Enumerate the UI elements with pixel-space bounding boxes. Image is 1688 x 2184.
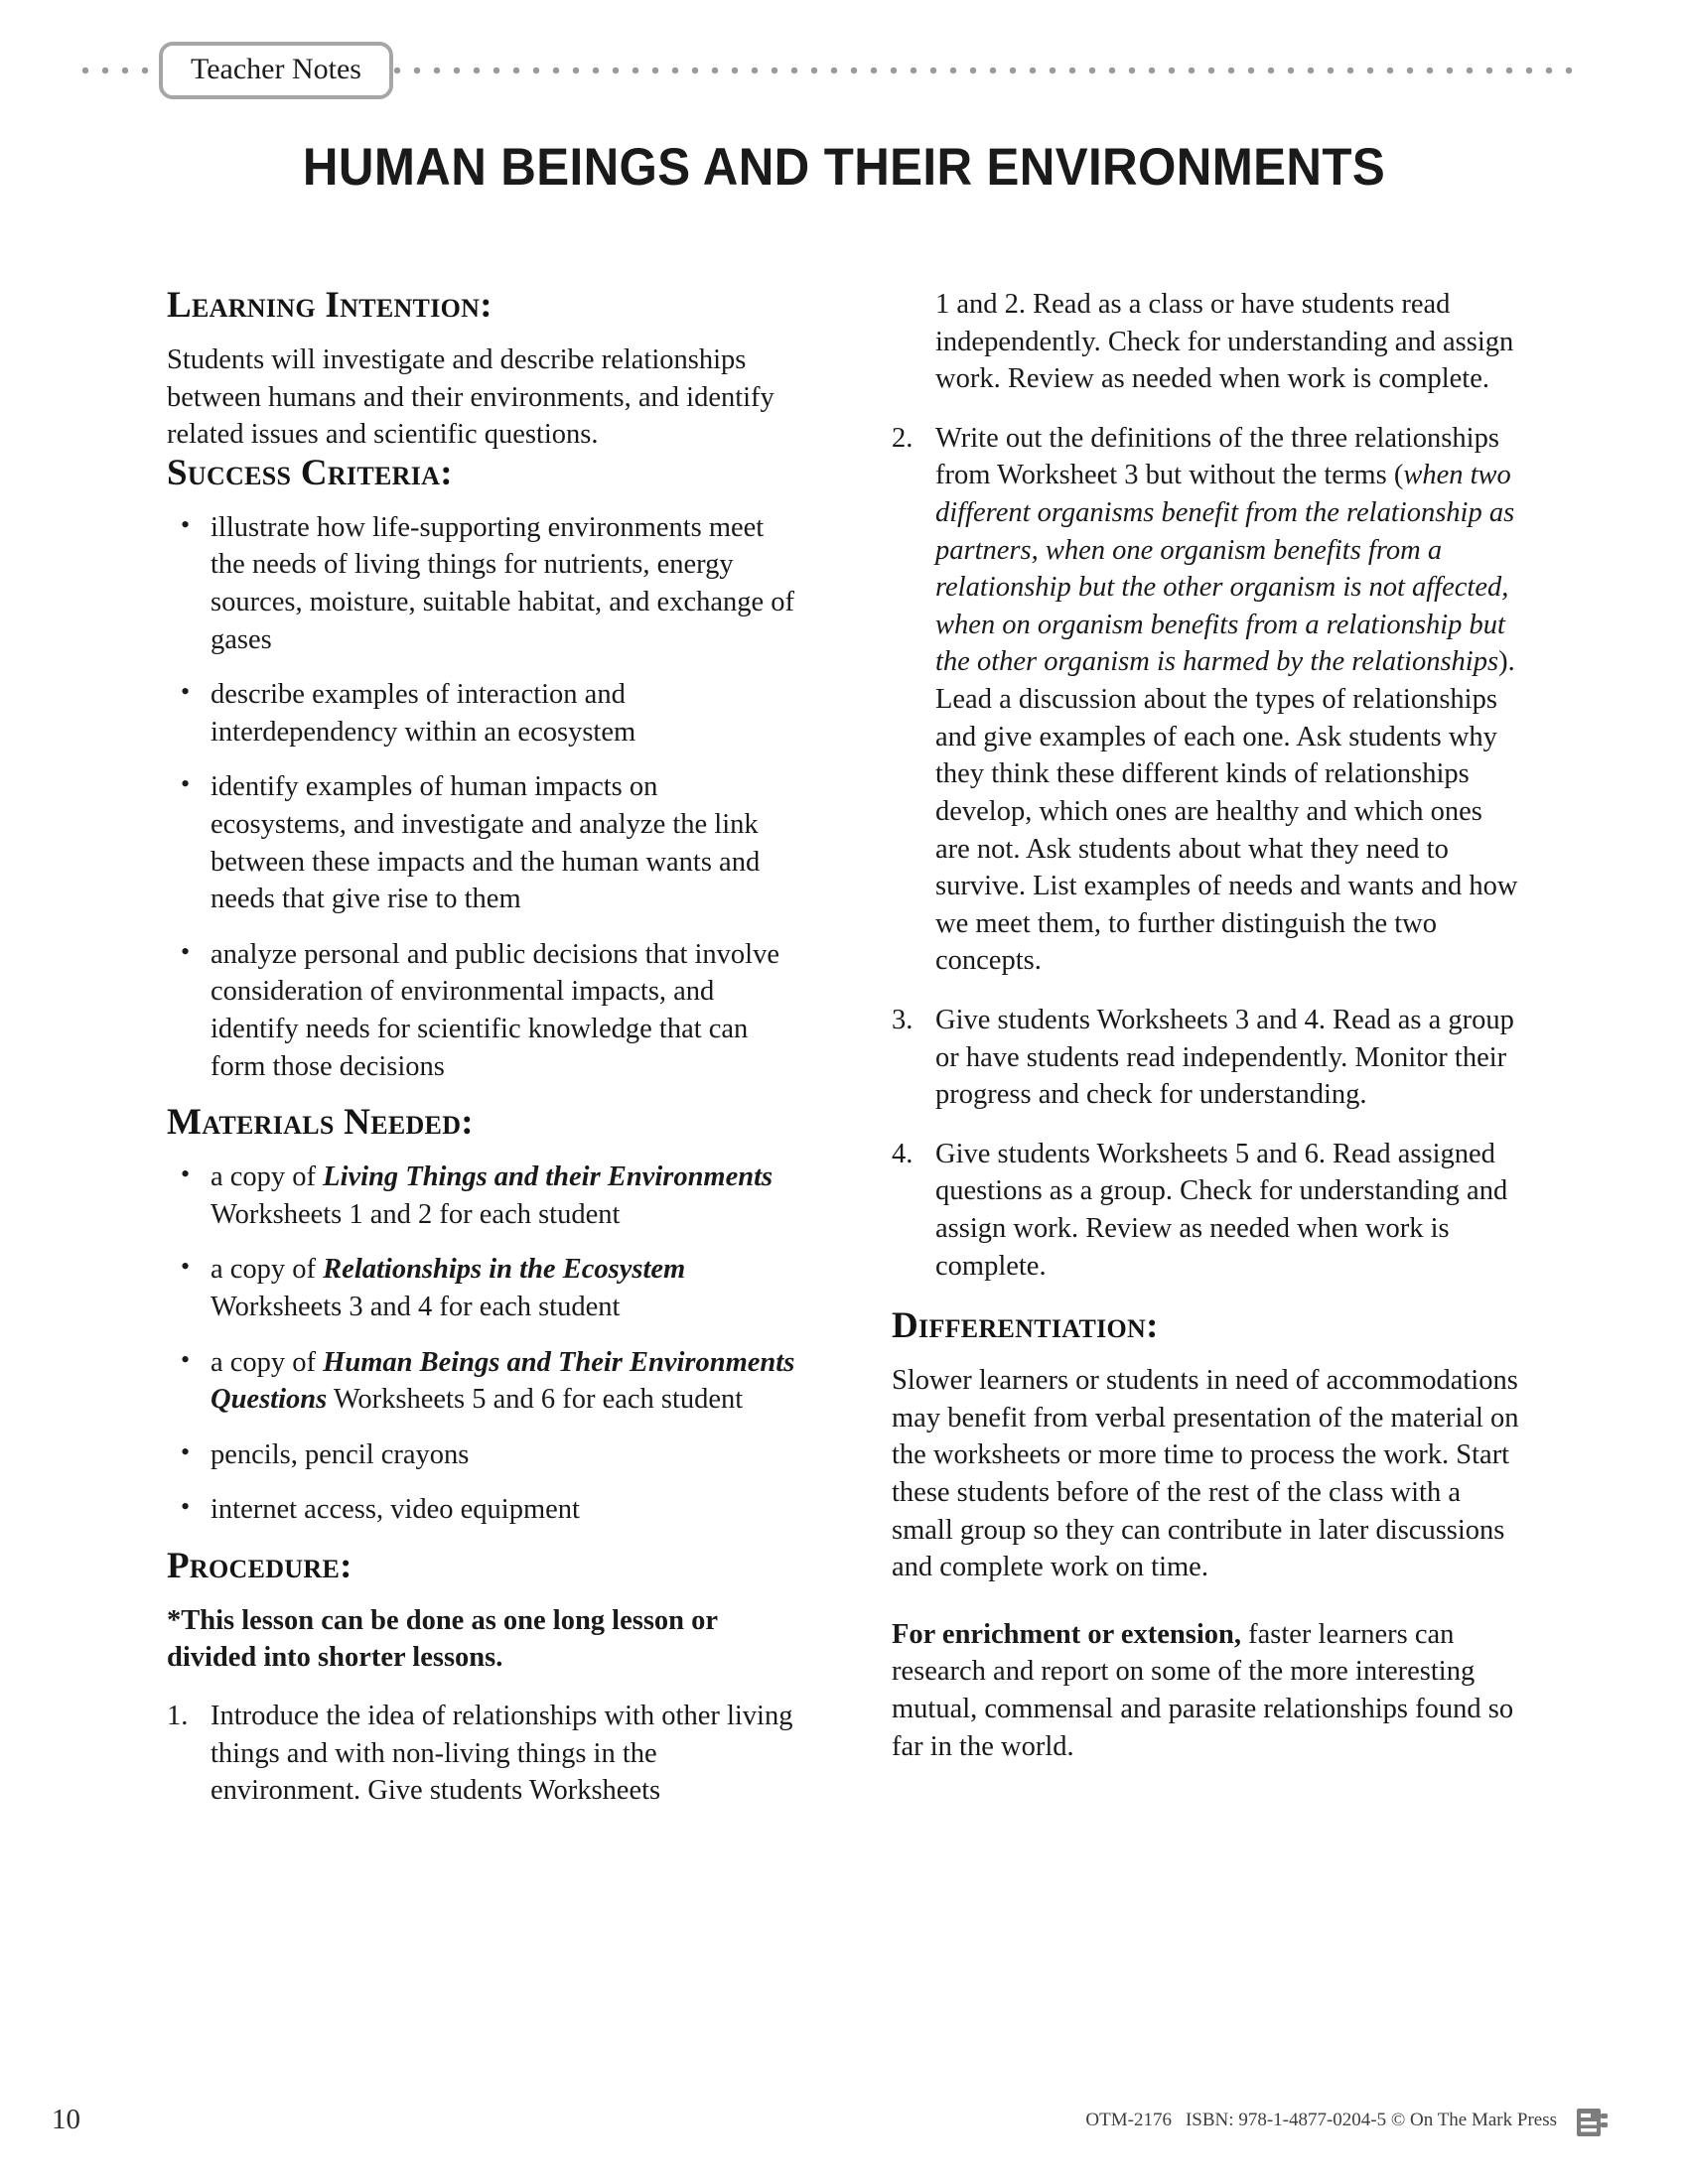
list-item: • describe examples of interaction and interdependency within an ecosystem (167, 676, 796, 751)
list-item (167, 1159, 796, 1233)
heading-success-criteria: Success Criteria: (167, 452, 453, 493)
isbn-label: ISBN: (1185, 2110, 1234, 2130)
copyright-notice: © On The Mark Press (1390, 2110, 1557, 2130)
step2-pre: Write out the definitions of the three relationships from Worksheet 3 but without the terms ( (935, 422, 1499, 491)
step2-post: ). Lead a discussion about the types of relationships and give examples of each one. Ask students why they think these different kinds of relationships develop, which ones are healthy and which ones are not. Ask students about what they need to survive. List examples of needs and wants and how we meet them, to further distinguish the two concepts. (935, 646, 1518, 977)
list-item (167, 1436, 796, 1474)
page-number: 10 (52, 2104, 80, 2135)
list-item-text: Introduce the idea of relationships with other living things and with non-living things in the environment. Give students Worksheets (211, 1701, 793, 1807)
heading-differentiation: Differentiation: (892, 1305, 1159, 1347)
enrichment-lead: For enrichment or extension, (892, 1618, 1241, 1650)
right-column (892, 286, 1521, 1832)
list-item (892, 420, 1521, 980)
isbn-value: 978-1-4877-0204-5 (1238, 2110, 1387, 2130)
procedure-list (167, 1698, 796, 1810)
material-title: Human Beings and Their Environments Questions (211, 1346, 795, 1416)
page-header (0, 40, 1688, 101)
differentiation-body: Slower learners or students in need of accommodations may benefit from verbal presentation of the material on the worksheets or more time to process the work. Start these students before of the rest of the class with a small group so they can contribute in later discussions and complete work on time. (892, 1365, 1519, 1583)
content-columns (167, 286, 1521, 1832)
material-title: Living Things and their Environments (323, 1161, 774, 1193)
list-item (167, 1344, 796, 1419)
page-footer (0, 2097, 1688, 2136)
dotted-rule-right (393, 40, 1581, 101)
list-item-text: Give students Worksheets 3 and 4. Read as a group or have students read independently. Monitor their progress and check for understanding. (935, 1004, 1514, 1111)
material-post: Worksheets 3 and 4 for each student (211, 1292, 621, 1323)
list-item: • illustrate how life-supporting environments meet the needs of living things for nutrients, energy sources, moisture, suitable habitat, and exchange of gases (167, 509, 796, 658)
press-book-icon (1575, 2105, 1611, 2140)
material-pre: a copy of (211, 1346, 324, 1378)
success-criteria-list (167, 509, 796, 1086)
list-item-text: Give students Worksheets 5 and 6. Read assigned questions as a group. Check for understanding and assign work. Review as needed when work is complete. (935, 1138, 1508, 1282)
heading-materials-needed: Materials Needed: (167, 1102, 474, 1144)
learning-intention-body: Students will investigate and describe relationships between humans and their environments, and identify related issues and scientific questions. (167, 343, 774, 451)
footer-metadata (1085, 2110, 1557, 2131)
material-pre: a copy of (211, 1254, 324, 1286)
list-item-number: 4. (892, 1138, 914, 1169)
left-column (167, 286, 796, 1832)
heading-procedure: Procedure: (167, 1546, 352, 1587)
material-pre: pencils, pencil crayons (211, 1438, 470, 1470)
list-item-number: 3. (892, 1004, 914, 1035)
list-item-number: 1. (167, 1701, 189, 1732)
teacher-notes-tab-label: Teacher Notes (191, 53, 361, 85)
teacher-notes-tab (159, 42, 393, 99)
list-item-number: 2. (892, 422, 914, 454)
material-title: Relationships in the Ecosystem (323, 1254, 686, 1286)
materials-needed-list (167, 1159, 796, 1529)
enrichment-paragraph (892, 1616, 1521, 1765)
dotted-rule-left (81, 40, 159, 101)
product-code: OTM-2176 (1085, 2110, 1172, 2130)
procedure-note: *This lesson can be done as one long lesson or divided into shorter lessons. (167, 1605, 718, 1674)
list-item: • analyze personal and public decisions that involve consideration of environmental impacts, and identify needs for scientific knowledge that can form those decisions (167, 936, 796, 1085)
material-post: Worksheets 1 and 2 for each student (211, 1198, 621, 1230)
list-item (167, 1491, 796, 1529)
enrichment-rest: faster learners can research and report on some of the more interesting mutual, commensal and parasite relationships found so far in the world. (892, 1618, 1514, 1762)
list-item-text (935, 423, 1518, 977)
procedure-list-continued (892, 286, 1521, 1285)
list-item-text: 1 and 2. Read as a class or have students read independently. Check for understanding and assign work. Review as needed when work is complete. (935, 289, 1514, 395)
list-item (167, 1251, 796, 1325)
page-title: HUMAN BEINGS AND THEIR ENVIRONMENTS (302, 138, 1386, 197)
list-item (892, 1136, 1521, 1285)
step2-definitions: when two different organisms benefit from the relationship as partners, when one organism benefits from a relationship but the other organism is not affected, when on organism benefits from a relationship but the other organism is harmed by the relationships (935, 460, 1515, 678)
material-pre: a copy of (211, 1161, 324, 1193)
heading-learning-intention: Learning Intention: (167, 285, 492, 326)
list-item (892, 286, 1521, 398)
list-item: • identify examples of human impacts on ecosystems, and investigate and analyze the link between these impacts and the human wants and needs that give rise to them (167, 768, 796, 917)
material-pre: internet access, video equipment (211, 1494, 580, 1526)
material-post: Worksheets 5 and 6 for each student (327, 1384, 744, 1416)
list-item (892, 1002, 1521, 1114)
list-item (167, 1698, 796, 1810)
